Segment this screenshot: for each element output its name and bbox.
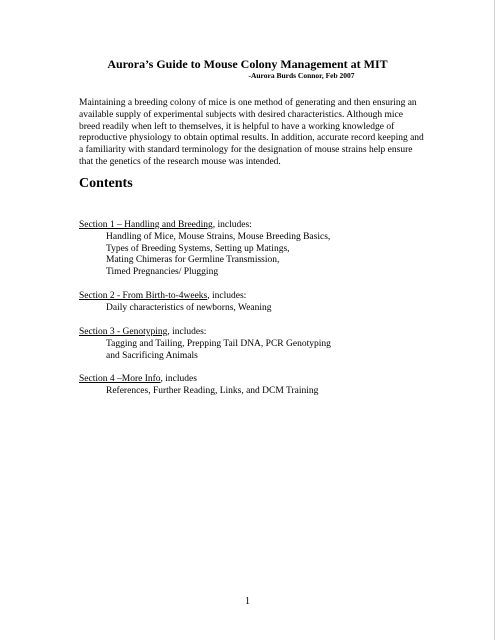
- section-item: Types of Breeding Systems, Setting up Matings,: [106, 243, 290, 254]
- section-suffix: , includes:: [167, 327, 207, 337]
- contents-section-1: [79, 220, 439, 279]
- section-suffix: , includes:: [212, 220, 252, 230]
- section-heading-line: [79, 291, 439, 303]
- section-item: Timed Pregnancies/ Plugging: [106, 267, 219, 278]
- section-item: Tagging and Tailing, Prepping Tail DNA, PCR Genotyping: [106, 338, 331, 349]
- contents-section-4: [79, 374, 439, 398]
- section-link-handling-breeding[interactable]: Section 1 – Handling and Breeding: [79, 220, 213, 230]
- section-item: Daily characteristics of newborns, Weaning: [106, 302, 272, 313]
- section-link-more-info[interactable]: Section 4 –More Info: [79, 374, 161, 384]
- document-title: Aurora’s Guide to Mouse Colony Management at MIT: [107, 57, 388, 71]
- section-heading-line: [79, 220, 439, 232]
- contents-section-3: [79, 327, 439, 362]
- section-link-birth-to-4weeks[interactable]: Section 2 - From Birth-to-4weeks: [79, 291, 208, 301]
- page-number: 1: [245, 596, 250, 607]
- section-item: References, Further Reading, Links, and DCM Training: [106, 385, 319, 396]
- section-heading-line: [79, 327, 439, 339]
- contents-section-2: [79, 291, 439, 315]
- document-author-date: -Aurora Burds Connor, Feb 2007: [248, 71, 355, 80]
- section-heading-line: [79, 374, 439, 386]
- section-link-genotyping[interactable]: Section 3 - Genotyping: [79, 327, 168, 337]
- section-item: and Sacrificing Animals: [106, 350, 198, 361]
- contents-heading: Contents: [79, 176, 133, 191]
- intro-paragraph: Maintaining a breeding colony of mice is one method of generating and then ensuring an available supply of experimental subjects with desired characteristics. Although mice breed readily when left to themselves, it is helpful to have a working knowledge of reproductive physiology to obtain optimal results. In addition, accurate record keeping and a familiarity with standard terminology for the designation of mouse strains help ensure that the genetics of the research mouse was intended.: [79, 98, 424, 167]
- section-item: Handling of Mice, Mouse Strains, Mouse Breeding Basics,: [106, 231, 331, 242]
- section-suffix: , includes: [160, 374, 197, 384]
- section-item: Mating Chimeras for Germline Transmission,: [106, 255, 280, 266]
- section-suffix: , includes:: [207, 291, 247, 301]
